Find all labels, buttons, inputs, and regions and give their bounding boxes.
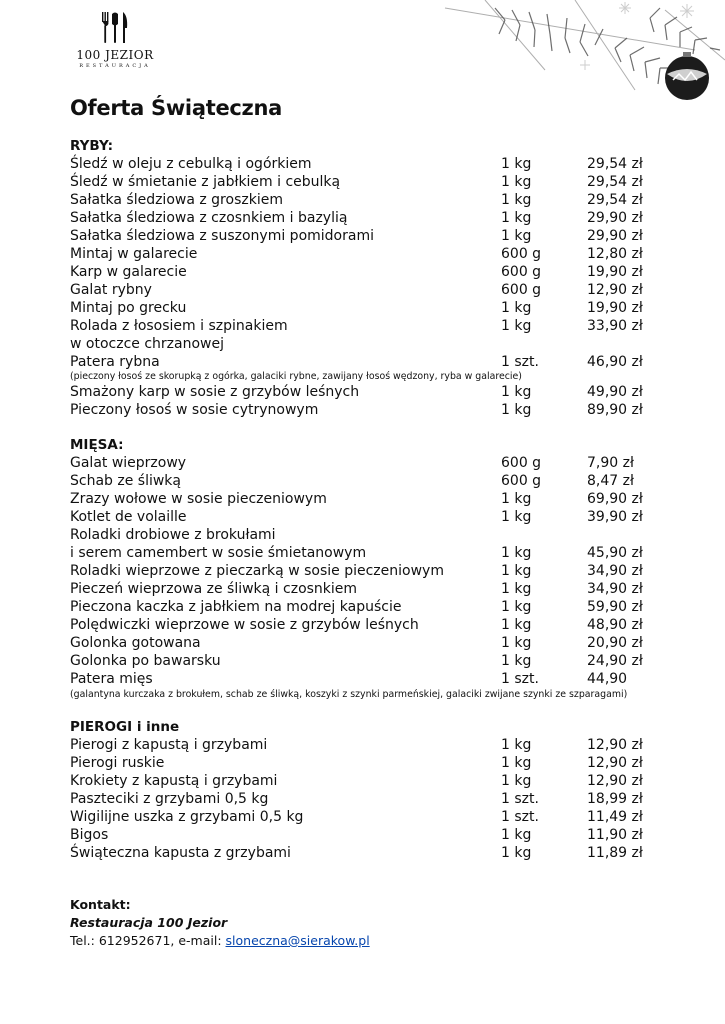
- item-name: Polędwiczki wieprzowe w sosie z grzybów leśnych: [70, 617, 419, 633]
- menu-item: [70, 155, 660, 173]
- item-name: Schab ze śliwką: [70, 473, 181, 489]
- menu-item: [70, 772, 660, 790]
- menu-item: [70, 472, 660, 490]
- contact-line: [70, 932, 370, 950]
- item-quantity: 1 kg: [501, 635, 532, 651]
- item-quantity: 1 kg: [501, 653, 532, 669]
- item-price: 44,90: [587, 671, 628, 687]
- item-name: Krokiety z kapustą i grzybami: [70, 773, 278, 789]
- item-name: Zrazy wołowe w sosie pieczeniowym: [70, 491, 327, 507]
- item-name: Pieczony łosoś w sosie cytrynowym: [70, 402, 319, 418]
- item-quantity: 600 g: [501, 264, 542, 280]
- item-quantity: 1 kg: [501, 509, 532, 525]
- contact-label: Kontakt:: [70, 897, 131, 912]
- item-price: 11,89 zł: [587, 845, 643, 861]
- item-quantity: 1 szt.: [501, 354, 539, 370]
- menu-item: [70, 317, 660, 335]
- item-note: (galantyna kurczaka z brokułem, schab ze śliwką, koszyki z szynki parmeńskiej, galaciki zwijane szynki ze szparagami): [70, 689, 628, 700]
- menu-item: [70, 245, 660, 263]
- item-price: 20,90 zł: [587, 635, 643, 651]
- item-price: 48,90 zł: [587, 617, 643, 633]
- item-price: 34,90 zł: [587, 581, 643, 597]
- item-name: Śledź w oleju z cebulką i ogórkiem: [70, 156, 312, 172]
- item-name: Mintaj w galarecie: [70, 246, 198, 262]
- item-name: Golonka gotowana: [70, 635, 201, 651]
- item-name: Karp w galarecie: [70, 264, 187, 280]
- item-price: 29,54 zł: [587, 192, 643, 208]
- item-price: 29,54 zł: [587, 174, 643, 190]
- item-name: Smażony karp w sosie z grzybów leśnych: [70, 384, 360, 400]
- item-quantity: 1 kg: [501, 599, 532, 615]
- item-quantity: 1 kg: [501, 210, 532, 226]
- item-quantity: 600 g: [501, 246, 542, 262]
- item-price: 8,47 zł: [587, 473, 634, 489]
- item-quantity: 600 g: [501, 473, 542, 489]
- item-name: Rolada z łososiem i szpinakiem: [70, 318, 288, 334]
- item-name: Pieczona kaczka z jabłkiem na modrej kapuście: [70, 599, 402, 615]
- menu-item: [70, 652, 660, 670]
- menu-item: [70, 353, 660, 371]
- item-name: Świąteczna kapusta z grzybami: [70, 845, 291, 861]
- item-price: 29,54 zł: [587, 156, 643, 172]
- item-price: 12,90 zł: [587, 282, 643, 298]
- item-quantity: 600 g: [501, 282, 542, 298]
- item-name: Sałatka śledziowa z czosnkiem i bazylią: [70, 210, 348, 226]
- item-price: 12,90 zł: [587, 755, 643, 771]
- cutlery-icon: [98, 10, 132, 44]
- item-price: 69,90 zł: [587, 491, 643, 507]
- item-quantity: 1 szt.: [501, 671, 539, 687]
- section-gap: [70, 419, 660, 436]
- contact-name: Restauracja 100 Jezior: [70, 915, 228, 930]
- item-quantity: 1 kg: [501, 300, 532, 316]
- section-heading: RYBY:: [70, 138, 113, 154]
- menu-item: [70, 826, 660, 844]
- item-name: i serem camembert w sosie śmietanowym: [70, 545, 367, 561]
- menu-item: [70, 670, 660, 688]
- section-heading: MIĘSA:: [70, 437, 124, 453]
- item-price: 12,80 zł: [587, 246, 643, 262]
- item-quantity: 1 kg: [501, 563, 532, 579]
- item-price: 19,90 zł: [587, 300, 643, 316]
- menu-item: [70, 754, 660, 772]
- brand-subtitle: RESTAURACJA: [79, 63, 151, 69]
- menu-item: [70, 173, 660, 191]
- item-name: Bigos: [70, 827, 109, 843]
- item-price: 12,90 zł: [587, 773, 643, 789]
- item-quantity: 1 kg: [501, 581, 532, 597]
- item-price: 49,90 zł: [587, 384, 643, 400]
- menu-item: [70, 227, 660, 245]
- item-quantity: 1 kg: [501, 402, 532, 418]
- menu-item: [70, 508, 660, 526]
- item-name: Galat wieprzowy: [70, 455, 187, 471]
- item-name: Mintaj po grecku: [70, 300, 187, 316]
- item-note: (pieczony łosoś ze skorupką z ogórka, galaciki rybne, zawijany łosoś wędzony, ryba w galarecie): [70, 371, 522, 382]
- item-name: Sałatka śledziowa z suszonymi pomidorami: [70, 228, 374, 244]
- item-name: Patera mięs: [70, 671, 153, 687]
- menu-item: [70, 790, 660, 808]
- item-quantity: 1 kg: [501, 174, 532, 190]
- item-quantity: 1 kg: [501, 384, 532, 400]
- item-quantity: 1 kg: [501, 827, 532, 843]
- item-price: 89,90 zł: [587, 402, 643, 418]
- item-quantity: 1 szt.: [501, 809, 539, 825]
- item-price: 45,90 zł: [587, 545, 643, 561]
- item-name: Golonka po bawarsku: [70, 653, 221, 669]
- item-price: 34,90 zł: [587, 563, 643, 579]
- item-price: 18,99 zł: [587, 791, 643, 807]
- item-name: Paszteciki z grzybami 0,5 kg: [70, 791, 269, 807]
- item-price: 46,90 zł: [587, 354, 643, 370]
- item-name: Patera rybna: [70, 354, 160, 370]
- menu-item: [70, 580, 660, 598]
- menu-item: [70, 401, 660, 419]
- item-price: 7,90 zł: [587, 455, 634, 471]
- item-quantity: 1 kg: [501, 192, 532, 208]
- page-title: Oferta Świąteczna: [70, 96, 282, 120]
- menu-item: [70, 209, 660, 227]
- menu-list: [70, 137, 660, 862]
- menu-item: [70, 299, 660, 317]
- item-price: 24,90 zł: [587, 653, 643, 669]
- item-name: Galat rybny: [70, 282, 152, 298]
- item-quantity: 1 kg: [501, 845, 532, 861]
- item-price: 29,90 zł: [587, 210, 643, 226]
- item-quantity: 1 kg: [501, 491, 532, 507]
- item-quantity: 1 kg: [501, 156, 532, 172]
- item-quantity: 600 g: [501, 455, 542, 471]
- menu-item: [70, 562, 660, 580]
- item-name: Pieczeń wieprzowa ze śliwką i czosnkiem: [70, 581, 358, 597]
- item-name: Pierogi ruskie: [70, 755, 165, 771]
- item-name: Wigilijne uszka z grzybami 0,5 kg: [70, 809, 304, 825]
- brand-name: 100 JEZIOR: [76, 48, 154, 62]
- item-quantity: 1 kg: [501, 617, 532, 633]
- item-price: 19,90 zł: [587, 264, 643, 280]
- menu-item: [70, 844, 660, 862]
- item-quantity: 1 kg: [501, 318, 532, 334]
- item-name: Śledź w śmietanie z jabłkiem i cebulką: [70, 174, 341, 190]
- item-price: 11,49 zł: [587, 809, 643, 825]
- email-link[interactable]: sloneczna@sierakow.pl: [225, 933, 370, 948]
- menu-item: [70, 544, 660, 562]
- menu-item: [70, 383, 660, 401]
- contact-block: [70, 896, 370, 950]
- menu-item: [70, 281, 660, 299]
- menu-item: [70, 808, 660, 826]
- section-gap: [70, 701, 660, 718]
- menu-item: [70, 616, 660, 634]
- menu-item: [70, 335, 660, 353]
- item-price: 12,90 zł: [587, 737, 643, 753]
- menu-item: [70, 526, 660, 544]
- menu-item: [70, 454, 660, 472]
- item-quantity: 1 kg: [501, 773, 532, 789]
- item-quantity: 1 kg: [501, 737, 532, 753]
- restaurant-logo: [70, 10, 160, 69]
- item-price: 11,90 zł: [587, 827, 643, 843]
- item-name: Kotlet de volaille: [70, 509, 187, 525]
- menu-item: [70, 598, 660, 616]
- item-quantity: 1 kg: [501, 228, 532, 244]
- item-quantity: 1 szt.: [501, 791, 539, 807]
- menu-item: [70, 634, 660, 652]
- menu-item: [70, 191, 660, 209]
- menu-item: [70, 490, 660, 508]
- menu-item: [70, 263, 660, 281]
- item-name: Pierogi z kapustą i grzybami: [70, 737, 268, 753]
- item-quantity: 1 kg: [501, 545, 532, 561]
- item-name: Sałatka śledziowa z groszkiem: [70, 192, 283, 208]
- item-price: 59,90 zł: [587, 599, 643, 615]
- section-heading: PIEROGI i inne: [70, 719, 180, 735]
- contact-phone: Tel.: 612952671, e-mail:: [70, 933, 226, 948]
- item-price: 29,90 zł: [587, 228, 643, 244]
- christmas-branch-decoration: [425, 0, 725, 120]
- item-price: 33,90 zł: [587, 318, 643, 334]
- item-name: Roladki wieprzowe z pieczarką w sosie pieczeniowym: [70, 563, 444, 579]
- item-quantity: 1 kg: [501, 755, 532, 771]
- item-name: w otoczce chrzanowej: [70, 336, 224, 352]
- menu-item: [70, 736, 660, 754]
- item-price: 39,90 zł: [587, 509, 643, 525]
- item-name: Roladki drobiowe z brokułami: [70, 527, 276, 543]
